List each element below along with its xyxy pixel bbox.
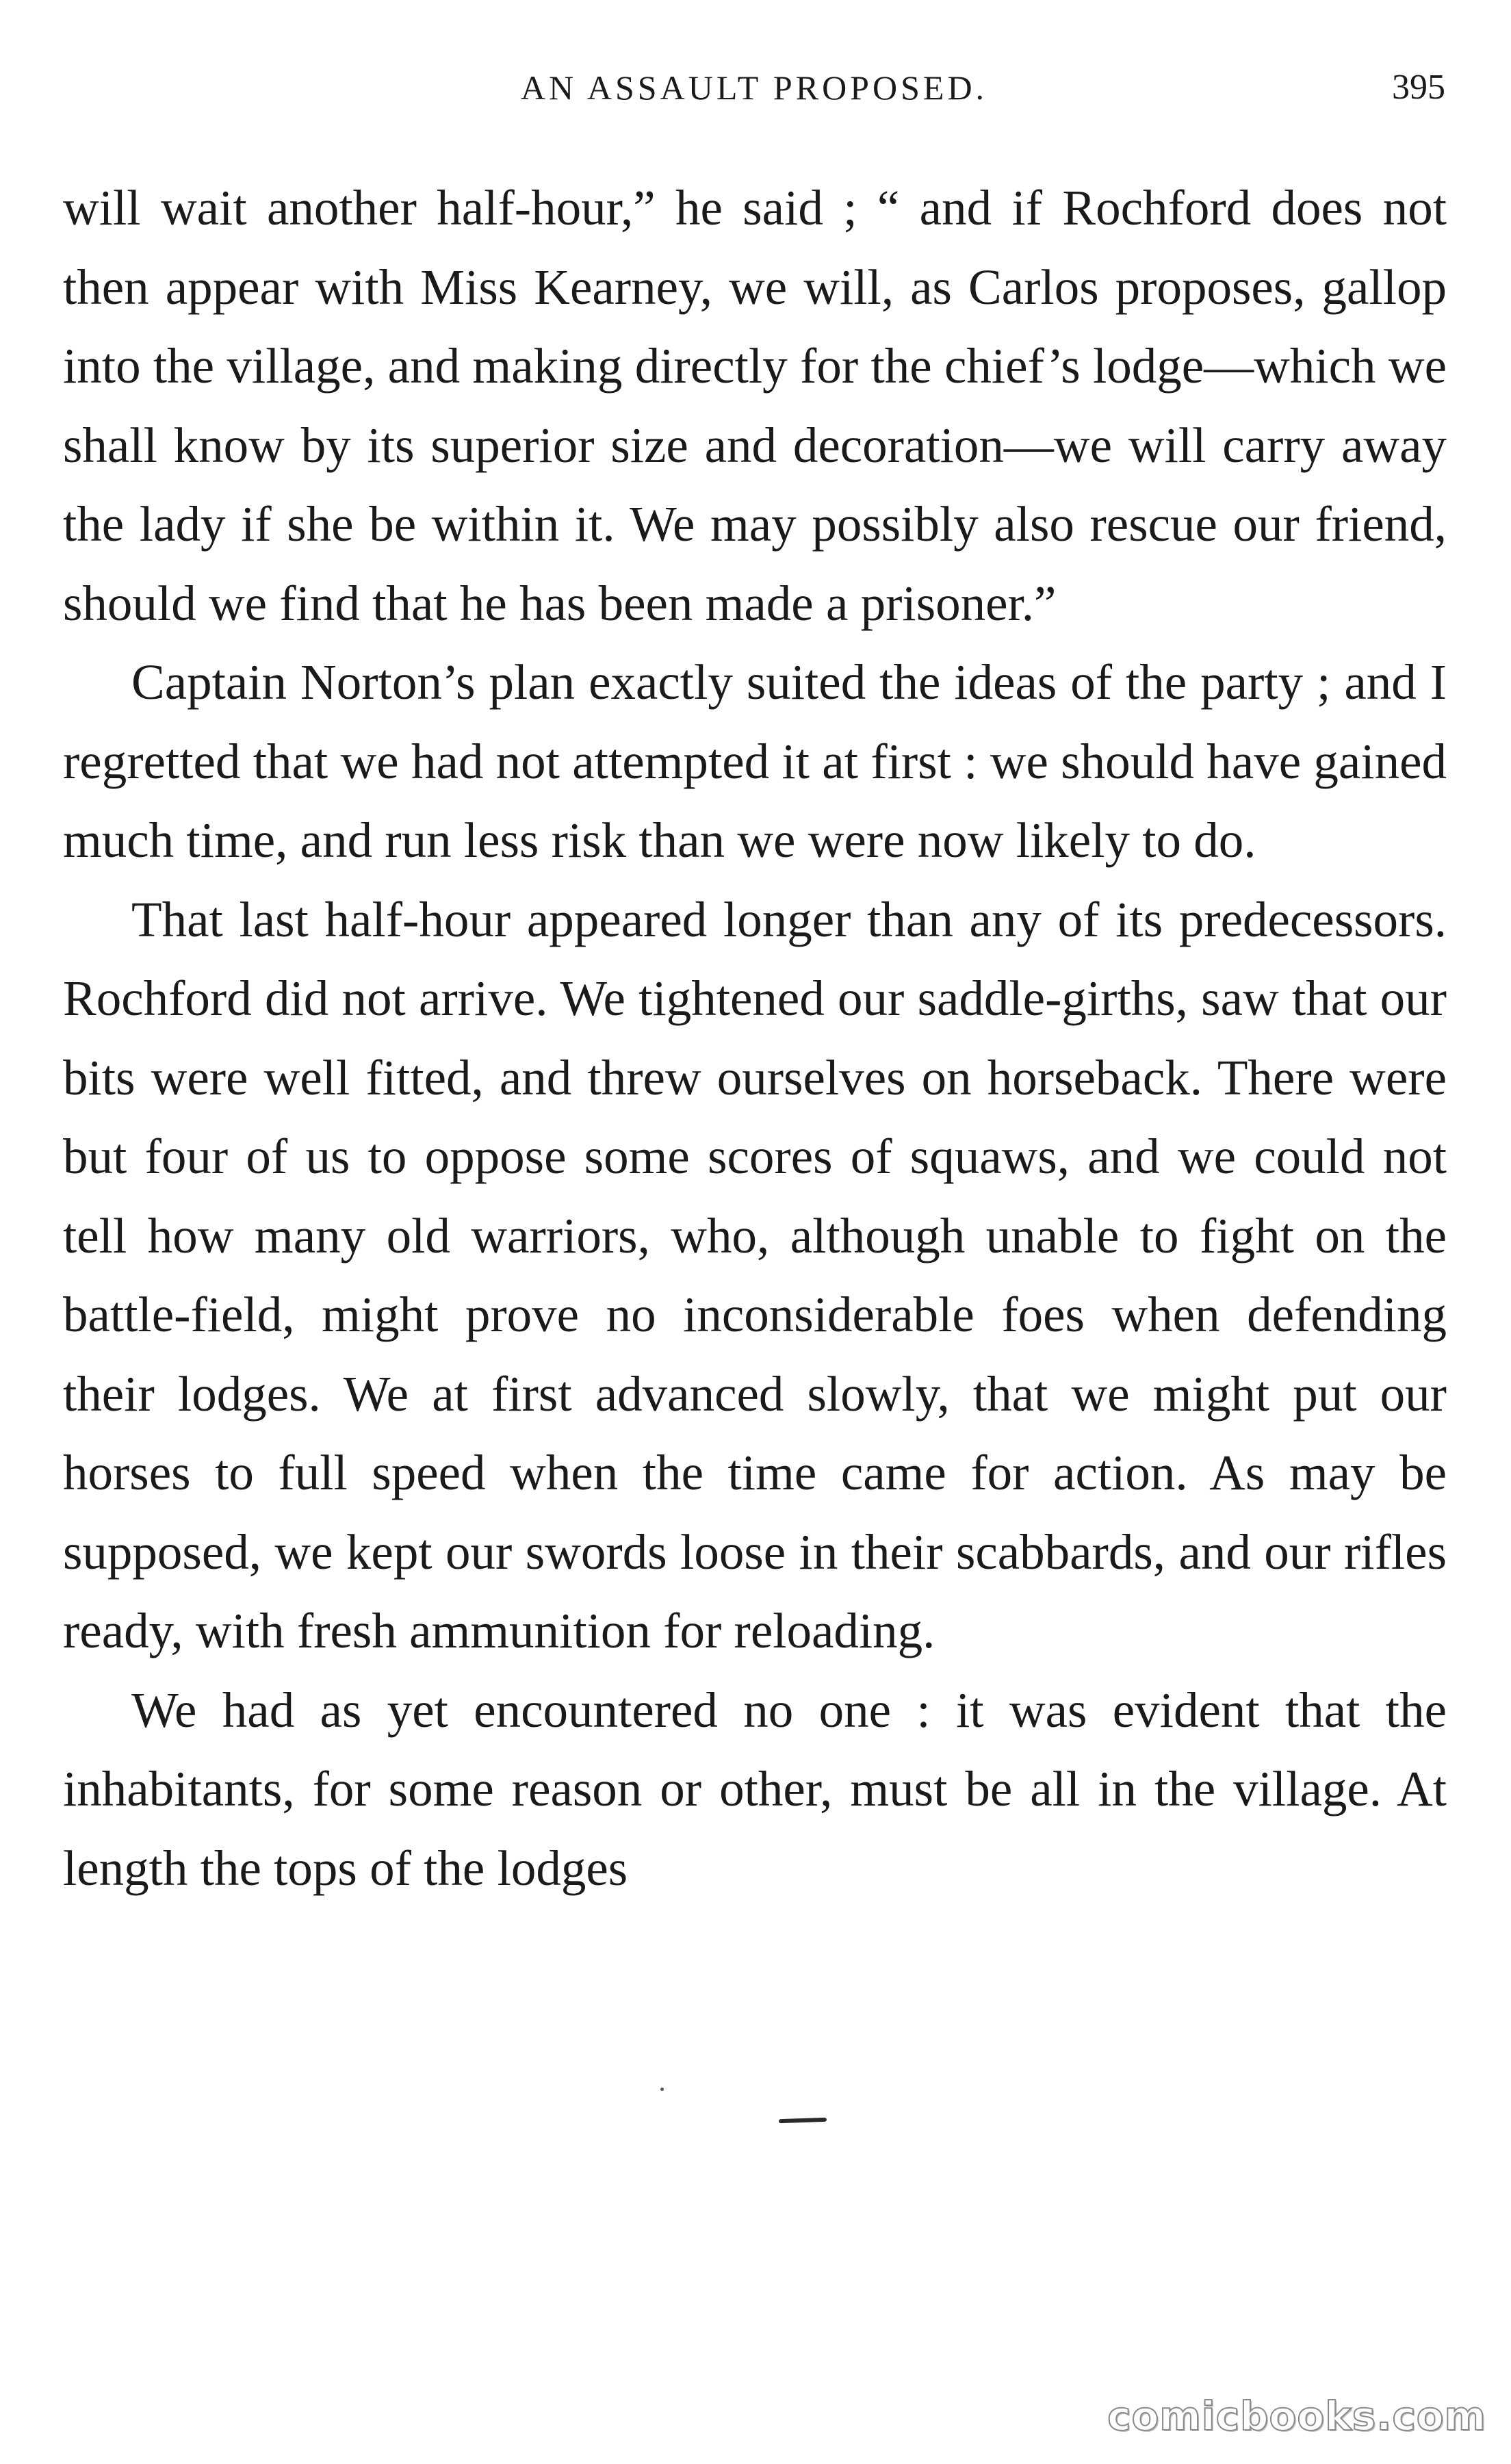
page-number: 395 [1392,68,1445,107]
paragraph-3: That last half-hour appeared longer than any of its predecessors. Rochford did not arrive. We tightened our saddle-girths, saw that our bits were well fitted, and threw ourselves on horseback. There were but four of us to oppose some scores of squaws, and we could not tell how many old warriors, who, although unable to fight on the battle-field, might prove no inconsiderable foes when defending their lodges. We at first advanced slowly, that we might put our horses to full speed when the time came for action. As may be supposed, we kept our swords loose in their scabbards, and our rifles ready, with fresh ammunition for reloading. [63,891,1447,1658]
paragraph-4: We had as yet encountered no one : it was evident that the inhabitants, for some reason or other, must be all in the village. At length the tops of the lodges [63,1682,1447,1896]
paragraph-2: Captain Norton’s plan exactly suited the ideas of the party ; and I regretted that we had not attempted it at first : we should have gained much time, and run less risk than we were now likely to do. [63,654,1447,868]
running-head [63,60,1445,115]
body-text [63,168,1447,1908]
running-title: AN ASSAULT PROPOSED. [520,68,988,107]
print-blemish [779,2118,827,2123]
paragraph-1: will wait another half-hour,” he said ; “ and if Rochford does not then appear with Miss Kearney, we will, as Carlos proposes, gallop into the village, and making directly for the chief’s lodge—which we shall know by its superior size and decoration—we will carry away the lady if she be within it. We may possibly also rescue our friend, should we find that he has been made a prisoner.” [63,180,1447,631]
print-speck [660,2088,664,2091]
watermark-logo: comicbooks.com [1107,2393,1486,2439]
